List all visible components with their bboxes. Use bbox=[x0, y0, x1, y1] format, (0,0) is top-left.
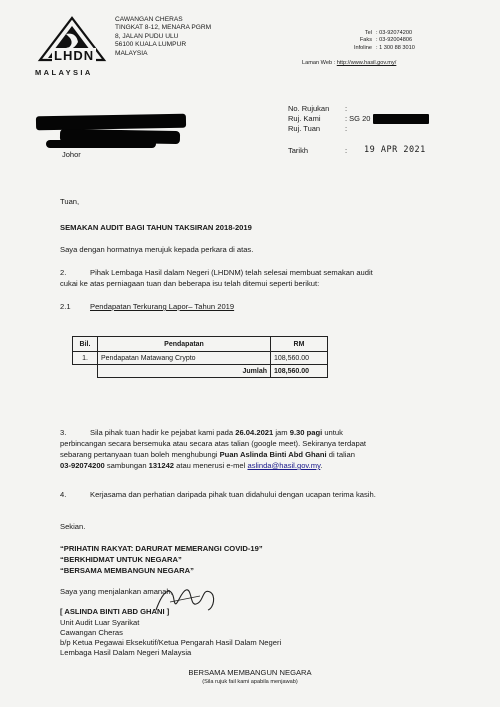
address-line: 56100 KUALA LUMPUR bbox=[115, 41, 187, 49]
col-header-pendapatan: Pendapatan bbox=[98, 337, 271, 352]
tarikh-value: : bbox=[345, 146, 348, 155]
redacted-reference bbox=[373, 114, 429, 124]
footer-motto: BERSAMA MEMBANGUN NEGARA bbox=[188, 668, 312, 677]
table-total-row bbox=[73, 365, 328, 378]
para3-number: 3. bbox=[60, 428, 67, 437]
tel-label: Tel bbox=[364, 30, 372, 36]
contact-block bbox=[350, 30, 470, 52]
ruj-tuan-value: : bbox=[345, 124, 348, 133]
para4-number: 4. bbox=[60, 490, 67, 499]
table-header-row bbox=[73, 337, 328, 352]
para3-text: atau menerusi e-mel bbox=[174, 461, 248, 470]
ref-labels bbox=[288, 104, 329, 134]
footer-note: (Sila rujuk fail kami apabila menjawab) bbox=[202, 679, 298, 685]
website-link[interactable]: http://www.hasil.gov.my/ bbox=[336, 60, 397, 66]
tarikh-label: Tarikh bbox=[288, 146, 309, 155]
meeting-date: 26.04.2021 bbox=[235, 428, 274, 437]
para3-line4 bbox=[60, 461, 322, 472]
date-stamp: 19 APR 2021 bbox=[364, 145, 426, 155]
para2-line1: Pihak Lembaga Hasil dalam Negeri (LHDNM) telah selesai membuat semakan audit bbox=[90, 268, 373, 277]
para4-text: Kerjasama dan perhatian daripada pihak tuan didahului dengan ucapan terima kasih. bbox=[90, 490, 376, 499]
table-row bbox=[73, 352, 328, 365]
para2-number: 2. bbox=[60, 268, 67, 277]
slogan-line: “BERKHIDMAT UNTUK NEGARA” bbox=[60, 555, 182, 564]
website-line bbox=[302, 60, 396, 67]
address-line: MALAYSIA bbox=[115, 49, 148, 57]
redacted-recipient-name bbox=[36, 114, 186, 131]
col-header-bil: Bil. bbox=[73, 337, 98, 352]
fax-value: : 03-92004806 bbox=[376, 37, 413, 44]
salutation: Tuan, bbox=[60, 197, 80, 206]
para3-line3 bbox=[60, 450, 355, 461]
ref-values bbox=[345, 104, 370, 134]
para3-text: untuk bbox=[322, 428, 343, 437]
signer-title: b/p Ketua Pegawai Eksekutif/Ketua Pengarah Hasil Dalam Negeri bbox=[60, 638, 282, 647]
sign-intro: Saya yang menjalankan amanah, bbox=[60, 587, 173, 596]
signer-branch: Cawangan Cheras bbox=[60, 628, 123, 637]
closing: Sekian. bbox=[60, 522, 86, 531]
signer-org: Lembaga Hasil Dalam Negeri Malaysia bbox=[60, 648, 192, 657]
address-line: TINGKAT 8-12, MENARA PGRM bbox=[115, 24, 212, 32]
row-amount: 108,560.00 bbox=[271, 352, 328, 365]
no-rujukan-value: : bbox=[345, 104, 348, 113]
section-title: Pendapatan Terkurang Lapor– Tahun 2019 bbox=[90, 302, 235, 311]
audit-table bbox=[72, 336, 328, 378]
intro-sentence: Saya dengan hormatnya merujuk kepada perkara di atas. bbox=[60, 245, 254, 254]
section-number: 2.1 bbox=[60, 302, 71, 311]
para3-text: sambungan bbox=[104, 461, 149, 470]
para3-text: sebarang pertanyaan tuan boleh menghubungi bbox=[60, 450, 220, 459]
para3-text: . bbox=[320, 461, 323, 470]
total-label: Jumlah bbox=[98, 365, 271, 378]
para3-text: di talian bbox=[326, 450, 355, 459]
letter-subject: SEMAKAN AUDIT BAGI TAHUN TAKSIRAN 2018-2019 bbox=[60, 223, 252, 232]
logo-country: MALAYSIA bbox=[35, 68, 93, 77]
ruj-kami-label: Ruj. Kami bbox=[288, 114, 321, 123]
para3-line2: perbincangan secara bersemuka atau secara atas talian (google meet). Sekiranya terdapat bbox=[60, 439, 367, 448]
para3-text: jam bbox=[273, 428, 290, 437]
no-rujukan-label: No. Rujukan bbox=[288, 104, 330, 113]
ruj-tuan-label: Ruj. Tuan bbox=[288, 124, 321, 133]
branch-address bbox=[115, 16, 211, 58]
redacted-recipient-address-2 bbox=[46, 140, 156, 148]
address-line: 8, JALAN PUDU ULU bbox=[115, 32, 179, 40]
signer-unit: Unit Audit Luar Syarikat bbox=[60, 618, 140, 627]
slogan-line: “PRIHATIN RAKYAT: DARURAT MEMERANGI COVID-19” bbox=[60, 544, 263, 553]
col-header-rm: RM bbox=[271, 337, 328, 352]
slogan-line: “BERSAMA MEMBANGUN NEGARA” bbox=[60, 566, 194, 575]
address-line: CAWANGAN CHERAS bbox=[115, 16, 183, 23]
extension-number: 131242 bbox=[148, 461, 175, 470]
infoline-label: Infoline bbox=[353, 44, 372, 51]
fax-label: Faks bbox=[359, 37, 372, 44]
infoline-value: : 1 300 88 3010 bbox=[376, 44, 415, 51]
phone-number: 03-92074200 bbox=[60, 461, 105, 470]
row-number: 1. bbox=[73, 352, 98, 365]
website-label: Laman Web : bbox=[302, 60, 336, 66]
email-link[interactable]: aslinda@hasil.gov.my bbox=[247, 461, 321, 470]
logo-text: LHDN bbox=[54, 48, 95, 63]
recipient-city: Johor bbox=[62, 150, 81, 159]
para2-line2: cukai ke atas perniagaan tuan dan beberapa isu telah ditemui seperti berikut: bbox=[60, 279, 320, 288]
para3-line1 bbox=[90, 428, 343, 439]
total-amount: 108,560.00 bbox=[271, 365, 328, 378]
meeting-time: 9.30 pagi bbox=[289, 428, 323, 437]
ruj-kami-value: : SG 20 bbox=[345, 114, 371, 123]
row-item: Pendapatan Matawang Crypto bbox=[98, 352, 271, 365]
para3-text: Sila pihak tuan hadir ke pejabat kami pada bbox=[90, 428, 236, 437]
tel-value: : 03-92074200 bbox=[376, 30, 413, 36]
lhdn-logo bbox=[32, 14, 112, 78]
signer-name: [ ASLINDA BINTI ABD GHANI ] bbox=[60, 607, 170, 616]
contact-officer-name: Puan Aslinda Binti Abd Ghani bbox=[219, 450, 327, 459]
